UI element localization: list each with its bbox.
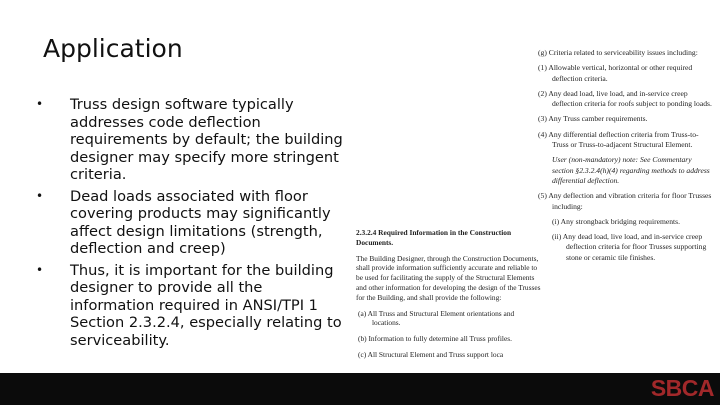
footer-bar <box>0 373 720 405</box>
excerpt-item: (1) Allowable vertical, horizontal or other required deflection criteria. <box>538 63 693 83</box>
bullet-text: Thus, it is important for the building designer to provide all the information required in ANSI/TPI 1 Section 2.3.2.4, especially relating to serviceability. <box>70 261 342 349</box>
bullet-text: Truss design software typically addresses code deflection requirements by default; the building designer may specify more stringent criteria. <box>70 96 343 183</box>
bullet-list <box>36 96 348 353</box>
standard-excerpt-left <box>356 228 544 366</box>
bullet-item <box>36 188 348 258</box>
excerpt-item: (a) All Truss and Structural Element orientations and locations. <box>358 308 515 328</box>
standard-excerpt-right <box>536 48 714 268</box>
bullet-dot: • <box>36 97 44 111</box>
excerpt-item: (b) Information to fully determine all Truss profiles. <box>358 334 512 344</box>
excerpt-item: (c) All Structural Element and Truss support loca <box>358 349 504 359</box>
excerpt-item: (5) Any deflection and vibration criteria for floor Trusses including: <box>538 191 712 211</box>
slide-title: Application <box>43 34 183 63</box>
excerpt-item: (4) Any differential deflection criteria from Truss-to-Truss or Truss-to-adjacent Structural Element. <box>538 129 699 150</box>
sbca-logo: SBCA <box>650 375 714 401</box>
excerpt-subitem: (i) Any strongback bridging requirements. <box>552 216 681 226</box>
bullet-item <box>36 262 348 350</box>
excerpt-heading: 2.3.2.4 Required Information in the Construction Documents. <box>356 228 512 247</box>
excerpt-item: (2) Any dead load, live load, and in-service creep deflection criteria for roofs subject to ponding loads. <box>538 88 712 109</box>
excerpt-body: The Building Designer, through the Construction Documents, shall provide information sufficiently accurate and reliable to be used for facilitating the supply of the Structural Elements and other information for developing the design of the Trusses for the Building, and shall provide the following: <box>356 253 541 302</box>
excerpt-subitem: (ii) Any dead load, live load, and in-service creep deflection criteria for floor Trusses supporting stone or ceramic tile finishes. <box>552 232 707 262</box>
bullet-dot: • <box>36 262 44 277</box>
excerpt-item: (3) Any Truss camber requirements. <box>538 114 648 124</box>
bullet-text: Dead loads associated with floor covering products may significantly affect design limitations (strength, deflection and creep) <box>70 187 331 257</box>
excerpt-user-note: User (non-mandatory) note: See Commentary section §2.3.2.4(h)(4) regarding methods to address differential deflection. <box>552 155 710 185</box>
bullet-item <box>36 96 348 184</box>
bullet-dot: • <box>36 188 44 203</box>
excerpt-item-g: (g) Criteria related to serviceability issues including: <box>538 48 698 57</box>
